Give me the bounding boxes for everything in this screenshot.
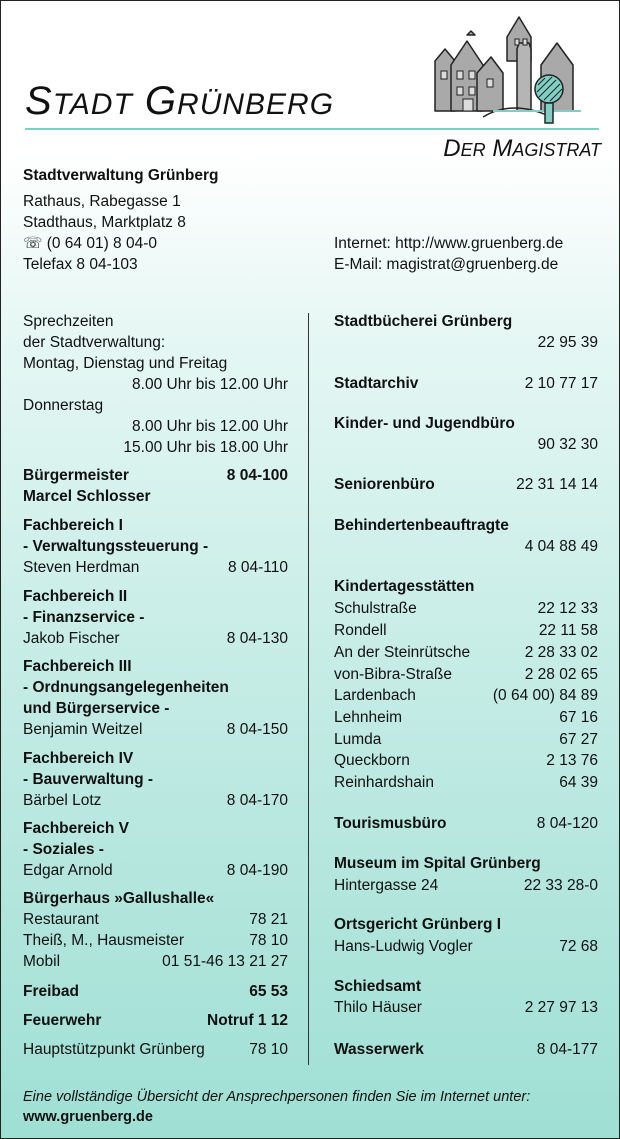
department-title: Fachbereich III (23, 658, 132, 675)
contact-row: Hans-Ludwig Vogler 72 68 (334, 938, 598, 955)
page-subtitle: DER MAGISTRAT (443, 135, 601, 162)
department-title: Fachbereich I (23, 517, 123, 534)
address-line: Rathaus, Rabegasse 1 (23, 193, 181, 210)
email-link[interactable]: E-Mail: magistrat@gruenberg.de (334, 256, 559, 273)
department-title: Fachbereich V (23, 820, 129, 837)
contact-freibad: Freibad 65 53 (23, 983, 288, 1000)
contact-feuerwehr: Feuerwehr Notruf 1 12 (23, 1012, 288, 1029)
fax-line: Telefax 8 04-103 (23, 256, 138, 273)
contact-mayor: Bürgermeister 8 04-100 (23, 467, 288, 484)
contact-row: Bärbel Lotz 8 04-170 (23, 792, 288, 809)
department-subtitle: - Verwaltungssteuerung - (23, 538, 209, 555)
contact-senior: Seniorenbüro 22 31 14 14 (334, 476, 598, 493)
footer (23, 1087, 530, 1127)
department-subtitle: und Bürgerservice - (23, 700, 170, 717)
contact-name: Marcel Schlosser (23, 488, 151, 505)
contact-row: Restaurant 78 21 (23, 911, 288, 928)
hours-days: Donnerstag (23, 397, 104, 414)
list-item: Lehnheim 67 16 (334, 709, 598, 726)
contact-row: Benjamin Weitzel 8 04-150 (23, 721, 288, 738)
section-title: Schiedsamt (334, 978, 422, 995)
list-item: Reinhardshain 64 39 (334, 774, 598, 791)
hours-time: 15.00 Uhr bis 18.00 Uhr (123, 439, 288, 456)
hours-time: 8.00 Uhr bis 12.00 Uhr (132, 376, 288, 393)
column-divider (308, 313, 309, 1065)
section-title: Bürgerhaus »Gallushalle« (23, 890, 215, 907)
contact-row: Edgar Arnold 8 04-190 (23, 862, 288, 879)
contact-row: Hauptstützpunkt Grünberg 78 10 (23, 1041, 288, 1058)
footer-note: Eine vollständige Übersicht der Ansprechpersonen finden Sie im Internet unter: (23, 1089, 531, 1105)
contact-row: Thilo Häuser 2 27 97 13 (334, 999, 598, 1016)
internet-link[interactable]: Internet: http://www.gruenberg.de (334, 235, 564, 252)
contact-tourism: Tourismusbüro 8 04-120 (334, 815, 598, 832)
phone-icon: ☏ (23, 235, 43, 252)
title-divider (25, 128, 599, 130)
page-title: STADT GRÜNBERG (25, 79, 335, 123)
section-title: Kindertagesstätten (334, 578, 475, 595)
department-subtitle: - Soziales - (23, 841, 104, 858)
contact-row: Theiß, M., Hausmeister 78 10 (23, 932, 288, 949)
contact-water: Wasserwerk 8 04-177 (334, 1041, 598, 1058)
department-title: Fachbereich II (23, 588, 128, 605)
hours-days: Montag, Dienstag und Freitag (23, 355, 228, 372)
contact-row: Steven Herdman 8 04-110 (23, 559, 288, 576)
list-item: Schulstraße 22 12 33 (334, 600, 598, 617)
list-item: Queckborn 2 13 76 (334, 752, 598, 769)
list-item: Lumda 67 27 (334, 731, 598, 748)
list-item: Rondell 22 11 58 (334, 622, 598, 639)
phone-value: 4 04 88 49 (524, 538, 598, 555)
footer-url[interactable]: www.gruenberg.de (23, 1109, 153, 1125)
section-title: Ortsgericht Grünberg I (334, 916, 502, 933)
department-title: Fachbereich IV (23, 750, 134, 767)
department-subtitle: - Bauverwaltung - (23, 771, 154, 788)
hours-label: Sprechzeiten (23, 313, 114, 330)
contact-archive: Stadtarchiv 2 10 77 17 (334, 375, 598, 392)
contact-row: Hintergasse 24 22 33 28-0 (334, 877, 598, 894)
list-item: von-Bibra-Straße 2 28 02 65 (334, 666, 598, 683)
section-title: Kinder- und Jugendbüro (334, 415, 515, 432)
contact-row: Jakob Fischer 8 04-130 (23, 630, 288, 647)
address-line: Stadthaus, Marktplatz 8 (23, 214, 186, 231)
section-title: Stadtbücherei Grünberg (334, 313, 513, 330)
phone-value: 22 95 39 (537, 334, 598, 351)
town-skyline-icon (433, 13, 583, 131)
phone-line: ☏ (0 64 01) 8 04-0 (23, 235, 157, 252)
contact-row: Mobil 01 51-46 13 21 27 (23, 953, 288, 970)
section-title: Museum im Spital Grünberg (334, 855, 541, 872)
list-item: An der Steinrütsche 2 28 33 02 (334, 644, 598, 661)
section-title: Behindertenbeauftragte (334, 517, 509, 534)
address-heading: Stadtverwaltung Grünberg (23, 167, 219, 184)
hours-time: 8.00 Uhr bis 12.00 Uhr (132, 418, 288, 435)
list-item: Lardenbach (0 64 00) 84 89 (334, 687, 598, 704)
department-subtitle: - Finanzservice - (23, 609, 145, 626)
hours-label: der Stadtverwaltung: (23, 334, 166, 351)
phone-value: 90 32 30 (537, 436, 598, 453)
department-subtitle: - Ordnungsangelegenheiten (23, 679, 229, 696)
